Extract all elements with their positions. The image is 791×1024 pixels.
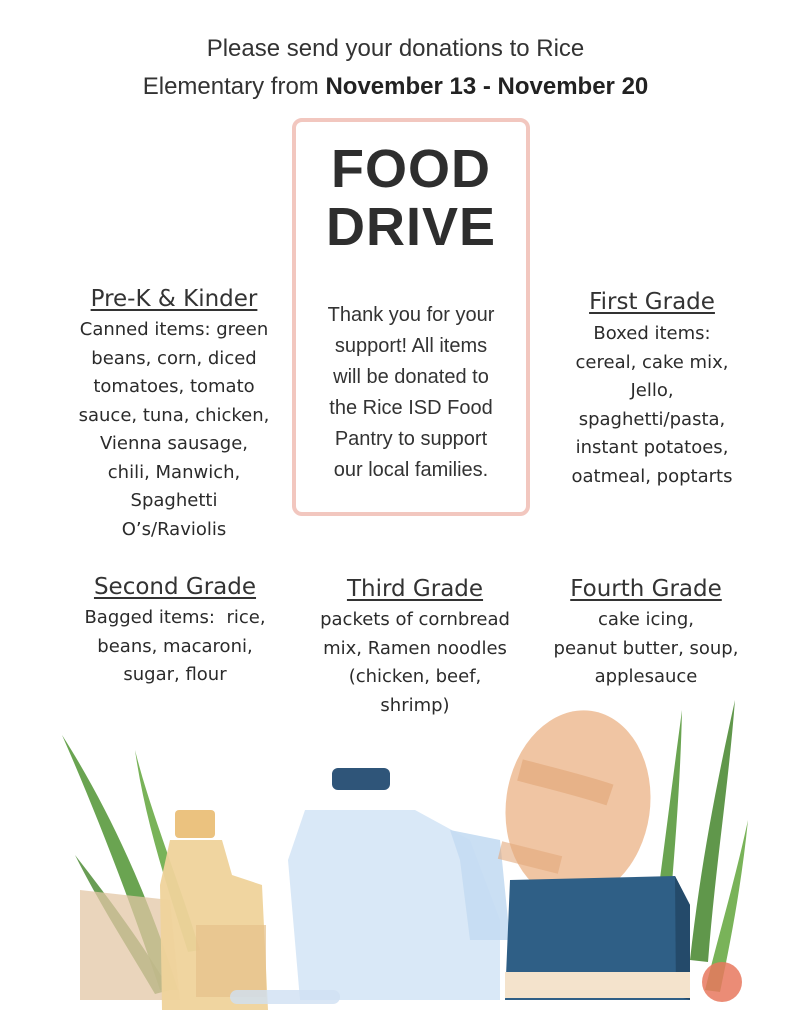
header-line-2-prefix: Elementary from [142, 73, 326, 100]
grade-prek [64, 284, 284, 544]
item-line: Canned items: green [79, 319, 269, 340]
header [0, 30, 791, 106]
plate-icon [230, 990, 340, 1004]
title-line-2: DRIVE [325, 197, 497, 257]
item-line: peanut butter, soup, [553, 637, 739, 659]
grade-items [64, 316, 284, 544]
grade-heading: Fourth Grade [570, 576, 722, 602]
item-line: tomatoes, tomato [93, 376, 255, 397]
thanks-line: Thank you for your [327, 304, 495, 326]
milk-jug-icon [288, 768, 510, 1000]
item-line: chili, Manwich, [107, 461, 241, 483]
thanks-line: the Rice ISD Food [329, 397, 493, 419]
item-line: mix, Ramen noodles [323, 637, 507, 659]
header-dates: November 13 - November 20 [325, 73, 649, 100]
item-line: beans, corn, diced [91, 347, 257, 369]
grade-items [70, 604, 280, 690]
item-line: shrimp) [380, 694, 450, 716]
thanks-line: our local families. [333, 459, 489, 481]
grade-second [70, 572, 280, 690]
grade-first [562, 287, 742, 491]
page-title [292, 140, 530, 256]
item-line: oatmeal, poptarts [571, 465, 733, 487]
item-line: Boxed items: [593, 323, 711, 344]
grade-heading: Third Grade [346, 576, 484, 602]
item-line: (chicken, beef, [348, 666, 482, 687]
bottle-icon [160, 810, 268, 1010]
thank-you-message [298, 300, 524, 486]
grade-heading: First Grade [589, 289, 715, 315]
item-line: applesauce [594, 666, 698, 687]
groceries-illustration [0, 690, 791, 1024]
title-line-1: FOOD [331, 139, 491, 199]
item-line: Bagged items: rice, [84, 607, 266, 628]
item-line: sugar, flour [123, 664, 227, 685]
item-line: O’s/Raviolis [121, 518, 227, 540]
item-line: Spaghetti [130, 490, 218, 511]
item-line: instant potatoes, [575, 437, 729, 458]
thanks-line: will be donated to [333, 366, 489, 388]
item-line: Vienna sausage, [99, 433, 248, 454]
header-line-1: Please send your donations to Rice [206, 35, 585, 62]
box-icon [505, 876, 690, 1000]
grade-items [548, 606, 744, 692]
item-line: Jello, [630, 380, 674, 401]
item-line: beans, macaroni, [97, 635, 253, 657]
thanks-line: Pantry to support [334, 428, 488, 450]
item-line: spaghetti/pasta, [578, 408, 726, 430]
item-line: cereal, cake mix, [575, 351, 729, 373]
item-line: cake icing, [598, 609, 694, 630]
thanks-line: support! All items [334, 335, 488, 357]
header-line-2 [0, 68, 791, 106]
item-line: packets of cornbread [320, 609, 510, 630]
grade-fourth [548, 574, 744, 692]
grade-heading: Pre-K & Kinder [90, 286, 258, 312]
tomato-icon [702, 962, 742, 1002]
item-line: sauce, tuna, chicken, [78, 404, 270, 426]
grade-items [562, 320, 742, 491]
grade-heading: Second Grade [93, 574, 257, 600]
